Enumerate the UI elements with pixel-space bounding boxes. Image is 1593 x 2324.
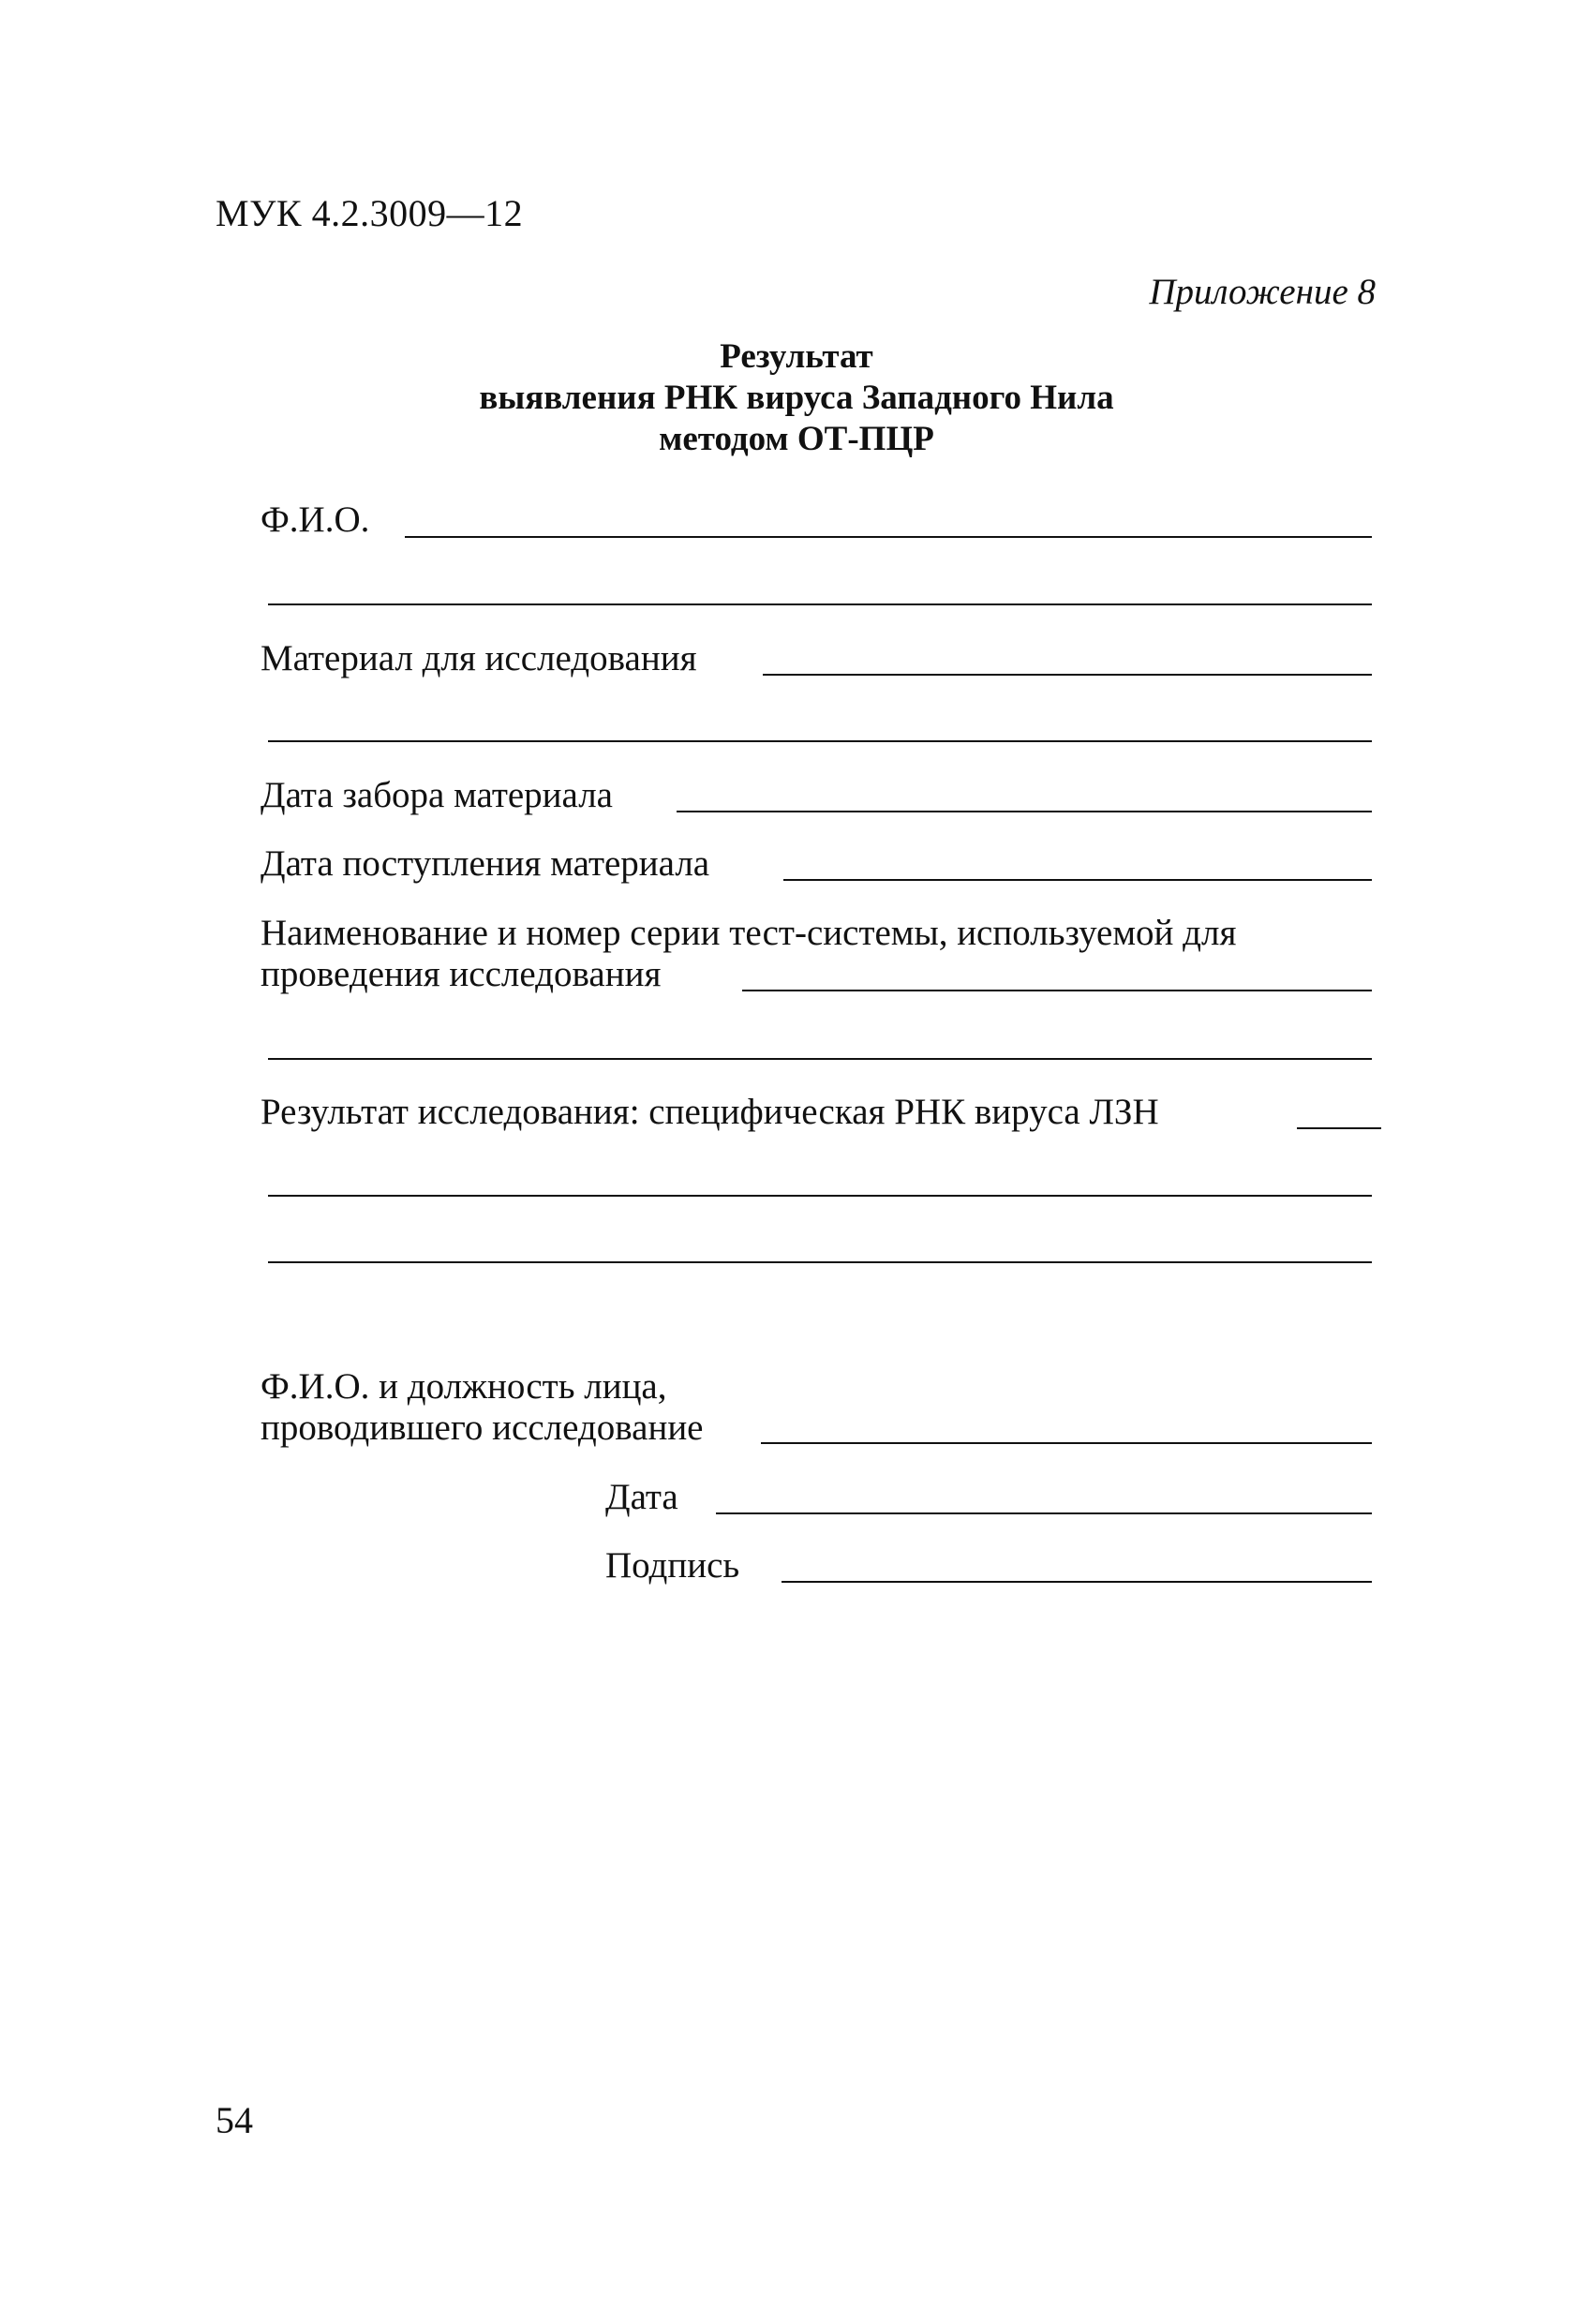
document-code: МУК 4.2.3009—12 [216, 192, 524, 234]
page-number: 54 [216, 2099, 253, 2141]
test-system-label-line-1: Наименование и номер серии тест-системы, используемой для [261, 913, 1237, 953]
performer-field-line[interactable] [761, 1442, 1372, 1444]
fio-field-line[interactable] [405, 536, 1372, 538]
fio-label: Ф.И.О. [261, 499, 370, 540]
form-title-line-1: Результат [720, 337, 873, 376]
material-field-line[interactable] [763, 674, 1372, 676]
collection-date-field-line[interactable] [677, 811, 1372, 812]
signature-label: Подпись [605, 1545, 740, 1586]
receipt-date-label: Дата поступления материала [261, 843, 710, 884]
performer-label-line-2: проводившего исследование [261, 1408, 704, 1448]
result-label: Результат исследования: специфическая РНК вируса ЛЗН [261, 1092, 1159, 1132]
signature-field-line[interactable] [782, 1581, 1372, 1583]
fio-continuation-line[interactable] [268, 603, 1372, 605]
form-title-line-2: выявления РНК вируса Западного Нила [479, 379, 1114, 417]
test-system-field-line[interactable] [742, 990, 1372, 991]
collection-date-label: Дата забора материала [261, 775, 613, 815]
result-field-line[interactable] [1297, 1127, 1381, 1129]
form-title-line-3: методом ОТ-ПЦР [659, 420, 934, 458]
appendix-label: Приложение 8 [1149, 272, 1376, 312]
material-label: Материал для исследования [261, 638, 697, 678]
date-label: Дата [605, 1477, 678, 1517]
performer-label-line-1: Ф.И.О. и должность лица, [261, 1366, 667, 1407]
test-system-continuation-line[interactable] [268, 1058, 1372, 1060]
result-continuation-line-1[interactable] [268, 1195, 1372, 1197]
result-continuation-line-2[interactable] [268, 1261, 1372, 1263]
date-field-line[interactable] [716, 1512, 1372, 1514]
test-system-label-line-2: проведения исследования [261, 954, 662, 994]
receipt-date-field-line[interactable] [783, 879, 1372, 881]
material-continuation-line[interactable] [268, 740, 1372, 742]
